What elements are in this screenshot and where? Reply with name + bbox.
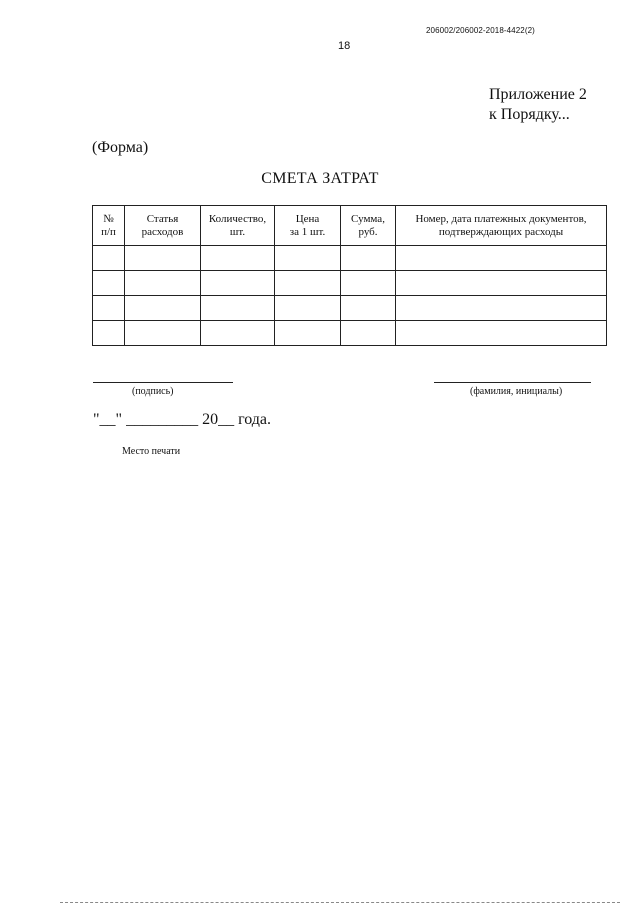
table-cell[interactable] [275,321,341,346]
page-title: СМЕТА ЗАТРАТ [261,170,379,187]
table-cell[interactable] [125,296,201,321]
appendix-line-2: к Порядку... [489,106,570,123]
table-cell[interactable] [396,271,607,296]
table-header-row [93,206,607,246]
cost-estimate-table [92,205,606,346]
table-row [93,321,607,346]
appendix-reference [489,85,587,125]
table-cell[interactable] [125,321,201,346]
table-cell[interactable] [341,296,396,321]
name-caption: (фамилия, инициалы) [470,386,563,397]
table-cell[interactable] [341,246,396,271]
table-cell[interactable] [201,321,275,346]
table-cell[interactable] [396,296,607,321]
table-cell[interactable] [93,271,125,296]
table-cell[interactable] [341,321,396,346]
table-row [93,296,607,321]
column-header: Номер, дата платежных документов, подтверждающих расходы [396,206,607,246]
table-cell[interactable] [201,296,275,321]
document-id: 206002/206002-2018-4422(2) [426,26,535,35]
column-header: Цена за 1 шт. [275,206,341,246]
column-header: Сумма, руб. [341,206,396,246]
table-cell[interactable] [396,321,607,346]
table-cell[interactable] [93,246,125,271]
table-cell[interactable] [201,246,275,271]
signature-line [93,382,233,383]
page-number: 18 [338,40,351,52]
column-header: Статья расходов [125,206,201,246]
table-row [93,271,607,296]
stamp-label: Место печати [122,446,181,457]
appendix-line-1: Приложение 2 [489,86,587,103]
table-cell[interactable] [93,321,125,346]
table-cell[interactable] [125,246,201,271]
name-line [434,382,591,383]
table-cell[interactable] [125,271,201,296]
table-cell[interactable] [341,271,396,296]
signature-caption: (подпись) [132,386,174,397]
table-cell[interactable] [201,271,275,296]
column-header: Количество, шт. [201,206,275,246]
table-cell[interactable] [275,271,341,296]
table-cell[interactable] [275,296,341,321]
date-line: "__" _________ 20__ года. [93,411,272,428]
form-label: (Форма) [92,139,149,156]
column-header: № п/п [93,206,125,246]
table-body [93,246,607,346]
table-row [93,246,607,271]
table-cell[interactable] [396,246,607,271]
table-cell[interactable] [93,296,125,321]
scan-border [60,902,620,903]
table-cell[interactable] [275,246,341,271]
